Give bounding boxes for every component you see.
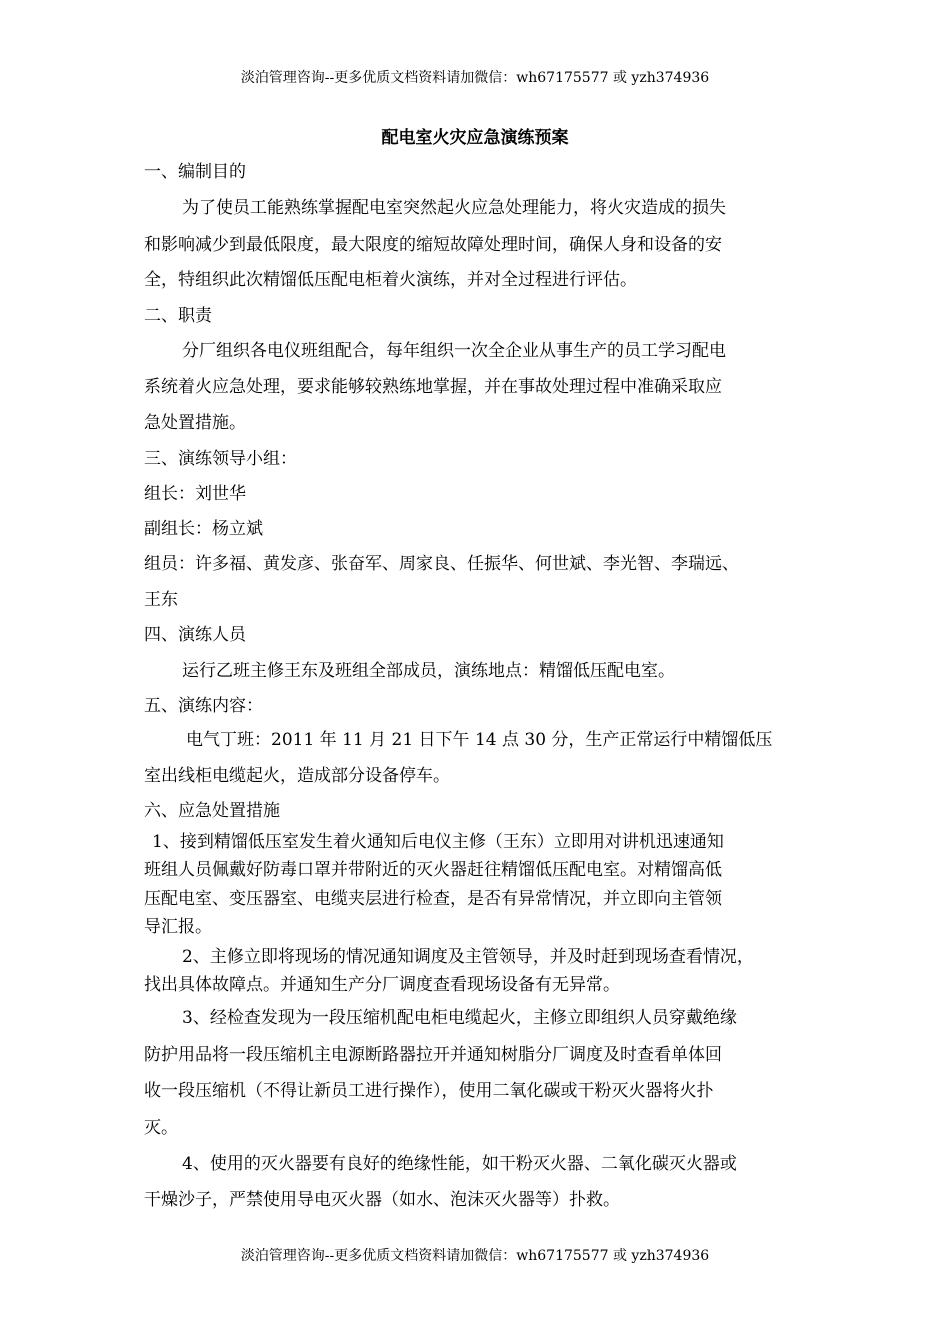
team-members: 组员：许多福、黄发彦、张奋军、周家良、任振华、何世斌、李光智、李瑞远、: [144, 554, 739, 574]
list-item-line: 压配电室、变压器室、电缆夹层进行检查，是否有异常情况，并立即向主管领: [144, 889, 722, 909]
paragraph-line: 室出线柜电缆起火，造成部分设备停车。: [144, 766, 450, 786]
section-heading: 四、演练人员: [144, 625, 246, 645]
section-heading: 一、编制目的: [144, 162, 246, 182]
list-item-line: 1、接到精馏低压室发生着火通知后电仪主修（王东）立即用对讲机迅速通知: [152, 832, 724, 852]
list-item-line: 班组人员佩戴好防毒口罩并带附近的灭火器赶往精馏低压配电室。对精馏高低: [144, 860, 722, 880]
section-heading: 六、应急处置措施: [144, 801, 280, 821]
paragraph-line: 全，特组织此次精馏低压配电柜着火演练，并对全过程进行评估。: [144, 270, 637, 290]
list-item-line: 导汇报。: [144, 917, 212, 937]
list-item-line: 灭。: [144, 1118, 178, 1138]
team-members: 王东: [144, 590, 178, 610]
list-item-line: 3、经检查发现为一段压缩机配电柜电缆起火，主修立即组织人员穿戴绝缘: [182, 1008, 737, 1028]
paragraph-line: 运行乙班主修王东及班组全部成员，演练地点：精馏低压配电室。: [182, 661, 675, 681]
list-item-line: 干燥沙子，严禁使用导电灭火器（如水、泡沫灭火器等）扑救。: [144, 1190, 620, 1210]
section-heading: 二、职责: [144, 306, 212, 326]
list-item-line: 4、使用的灭火器要有良好的绝缘性能，如干粉灭火器、二氧化碳灭火器或: [182, 1154, 737, 1174]
section-heading: 三、演练领导小组：: [144, 449, 297, 469]
list-item-line: 收一段压缩机（不得让新员工进行操作），使用二氧化碳或干粉灭火器将火扑: [144, 1081, 714, 1101]
page-header: 淡泊管理咨询--更多优质文档资料请加微信：wh67175577 或 yzh374936: [240, 70, 710, 86]
page-footer: 淡泊管理咨询--更多优质文档资料请加微信：wh67175577 或 yzh374936: [240, 1248, 710, 1264]
list-item-line: 防护用品将一段压缩机主电源断路器拉开并通知树脂分厂调度及时查看单体回: [144, 1045, 722, 1065]
list-item-line: 找出具体故障点。并通知生产分厂调度查看现场设备有无异常。: [144, 975, 620, 995]
paragraph-line: 电气丁班：2011 年 11 月 21 日下午 14 点 30 分，生产正常运行中精馏低压: [186, 730, 773, 750]
section-heading: 五、演练内容：: [144, 696, 263, 716]
paragraph-line: 为了使员工能熟练掌握配电室突然起火应急处理能力，将火灾造成的损失: [182, 198, 726, 218]
team-leader: 组长：刘世华: [144, 484, 246, 504]
paragraph-line: 急处置措施。: [144, 413, 246, 433]
document-title: 配电室火灾应急演练预案: [381, 128, 569, 148]
paragraph-line: 分厂组织各电仪班组配合，每年组织一次全企业从事生产的员工学习配电: [182, 341, 726, 361]
paragraph-line: 和影响减少到最低限度，最大限度的缩短故障处理时间，确保人身和设备的安: [144, 235, 722, 255]
paragraph-line: 系统着火应急处理，要求能够较熟练地掌握，并在事故处理过程中准确采取应: [144, 377, 722, 397]
team-deputy: 副组长：杨立斌: [144, 519, 263, 539]
list-item-line: 2、主修立即将现场的情况通知调度及主管领导，并及时赶到现场查看情况，: [182, 947, 754, 967]
